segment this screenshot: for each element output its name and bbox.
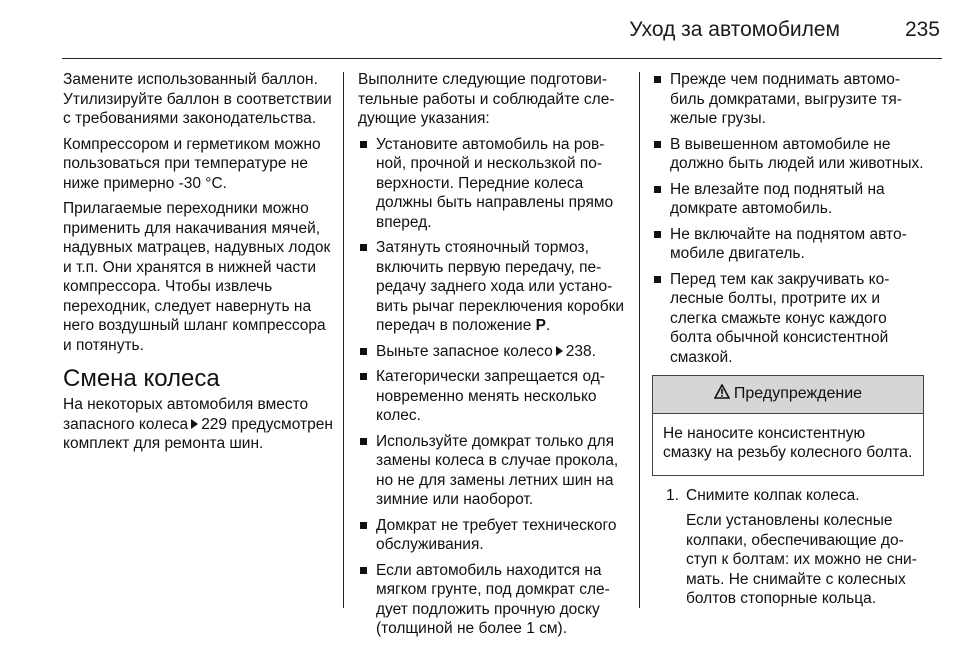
list-item-text-end: . [545,317,551,334]
paragraph-replace-cylinder: Замените использованный баллон. Утилизируйте баллон в соответствии с требованиями законодательства. [63,71,332,127]
preparation-intro: Выполните следующие подготовительные работы и соблюдайте следующие указания: [358,71,615,127]
step-item [652,486,924,609]
list-item [358,238,626,336]
bullet-icon [360,141,367,148]
page-number: 235 [904,18,940,41]
list-item-text: Затянуть стояночный тормоз, включить первую передачу, передачу заднего хода или установить рычаг переключения коробки передач в положение [376,239,625,334]
repair-kit-text-end: предусмотрен комплект для ремонта шин. [63,415,333,452]
list-item-text: Прежде чем поднимать автомобиль домкратами, выгрузите тяжелые грузы. [670,71,902,127]
list-item [652,180,924,219]
bullet-icon [360,244,367,251]
warning-box [652,375,924,476]
list-item-text: Не включайте на поднятом автомобиле двигатель. [670,225,907,262]
list-item [358,367,626,426]
repair-kit-text-start: На некоторых автомобиля вместо запасного колеса [63,396,309,433]
warning-header [653,376,923,414]
page-reference-arrow-icon [191,419,198,429]
paragraph-adapters: Прилагаемые переходники можно применить для накачивания мячей, надувных матрацев, надувных лодок и т.п. Они хранятся в нижней части компрессора. Чтобы извлечь переходник, следует навернуть на него воздушный шланг компрессора и потянуть. [63,200,331,354]
step-text: Снимите колпак колеса. [686,486,860,504]
bullet-icon [360,438,367,445]
bullet-icon [360,522,367,529]
list-item [358,342,626,362]
page-reference-link[interactable]: 229 [201,415,228,433]
list-item-text: Выньте запасное колесо [376,342,553,360]
list-item-text: Перед тем как закручивать колесные болты, протрите их и слегка смажьте конус каждого болта обычной консистентной смазкой. [670,270,890,366]
bullet-icon [360,373,367,380]
list-item-text-end: . [591,342,596,360]
list-item [358,135,626,233]
column-divider-2 [639,72,640,608]
page-reference-arrow-icon [556,346,563,356]
safety-list [652,70,924,367]
list-item [358,561,626,639]
list-item [652,270,924,368]
list-item-text: В вывешенном автомобиле не должно быть людей или животных. [670,135,924,172]
step-subtext: Если установлены колесные колпаки, обеспечивающие доступ к болтам: их можно не снимать. Не снимайте с колесных болтов стопорные кольца. [686,512,917,607]
paragraph-repair-kit [63,395,333,454]
steps-list [652,486,924,609]
gear-position-label: P [535,317,546,334]
list-item [358,516,626,555]
warning-triangle-icon [714,384,730,399]
column-3 [652,70,924,609]
preparation-list [358,135,626,639]
bullet-icon [360,567,367,574]
list-item-text: Категорически запрещается одновременно менять несколько колес. [376,368,605,424]
column-2 [358,70,626,645]
bullet-icon [654,76,661,83]
paragraph-temperature: Компрессором и герметиком можно пользоваться при температуре не ниже примерно -30 °C. [63,135,321,192]
column-1 [63,70,333,460]
warning-title: Предупреждение [733,385,863,402]
bullet-icon [654,231,661,238]
bullet-icon [654,186,661,193]
bullet-icon [654,276,661,283]
list-item-text: Домкрат не требует технического обслуживания. [376,516,617,553]
page-reference-link[interactable]: 238 [565,342,592,360]
warning-body: Не наносите консистентную смазку на резьбу колесного болта. [663,424,913,461]
section-heading-wheel-change: Смена колеса [63,365,220,392]
header-divider [62,58,942,59]
list-item-text: Не влезайте под поднятый на домкрате автомобиль. [670,180,885,217]
bullet-icon [360,348,367,355]
page-header-title: Уход за автомобилем [629,18,840,41]
list-item [652,135,924,174]
list-item [652,70,924,129]
list-item-text: Установите автомобиль на ровной, прочной и нескользкой поверхности. Передние колеса должны быть направлены прямо вперед. [376,135,614,231]
bullet-icon [654,141,661,148]
list-item-text: Используйте домкрат только для замены колеса в случае прокола, но не для замены летних шин на зимние или наоборот. [376,432,619,508]
step-number: 1. [666,486,679,504]
column-divider-1 [343,72,344,608]
list-item-text: Если автомобиль находится на мягком грунте, под домкрат следует подложить прочную доску (толщиной не более 1 см). [376,561,610,637]
list-item [652,225,924,264]
list-item [358,432,626,510]
